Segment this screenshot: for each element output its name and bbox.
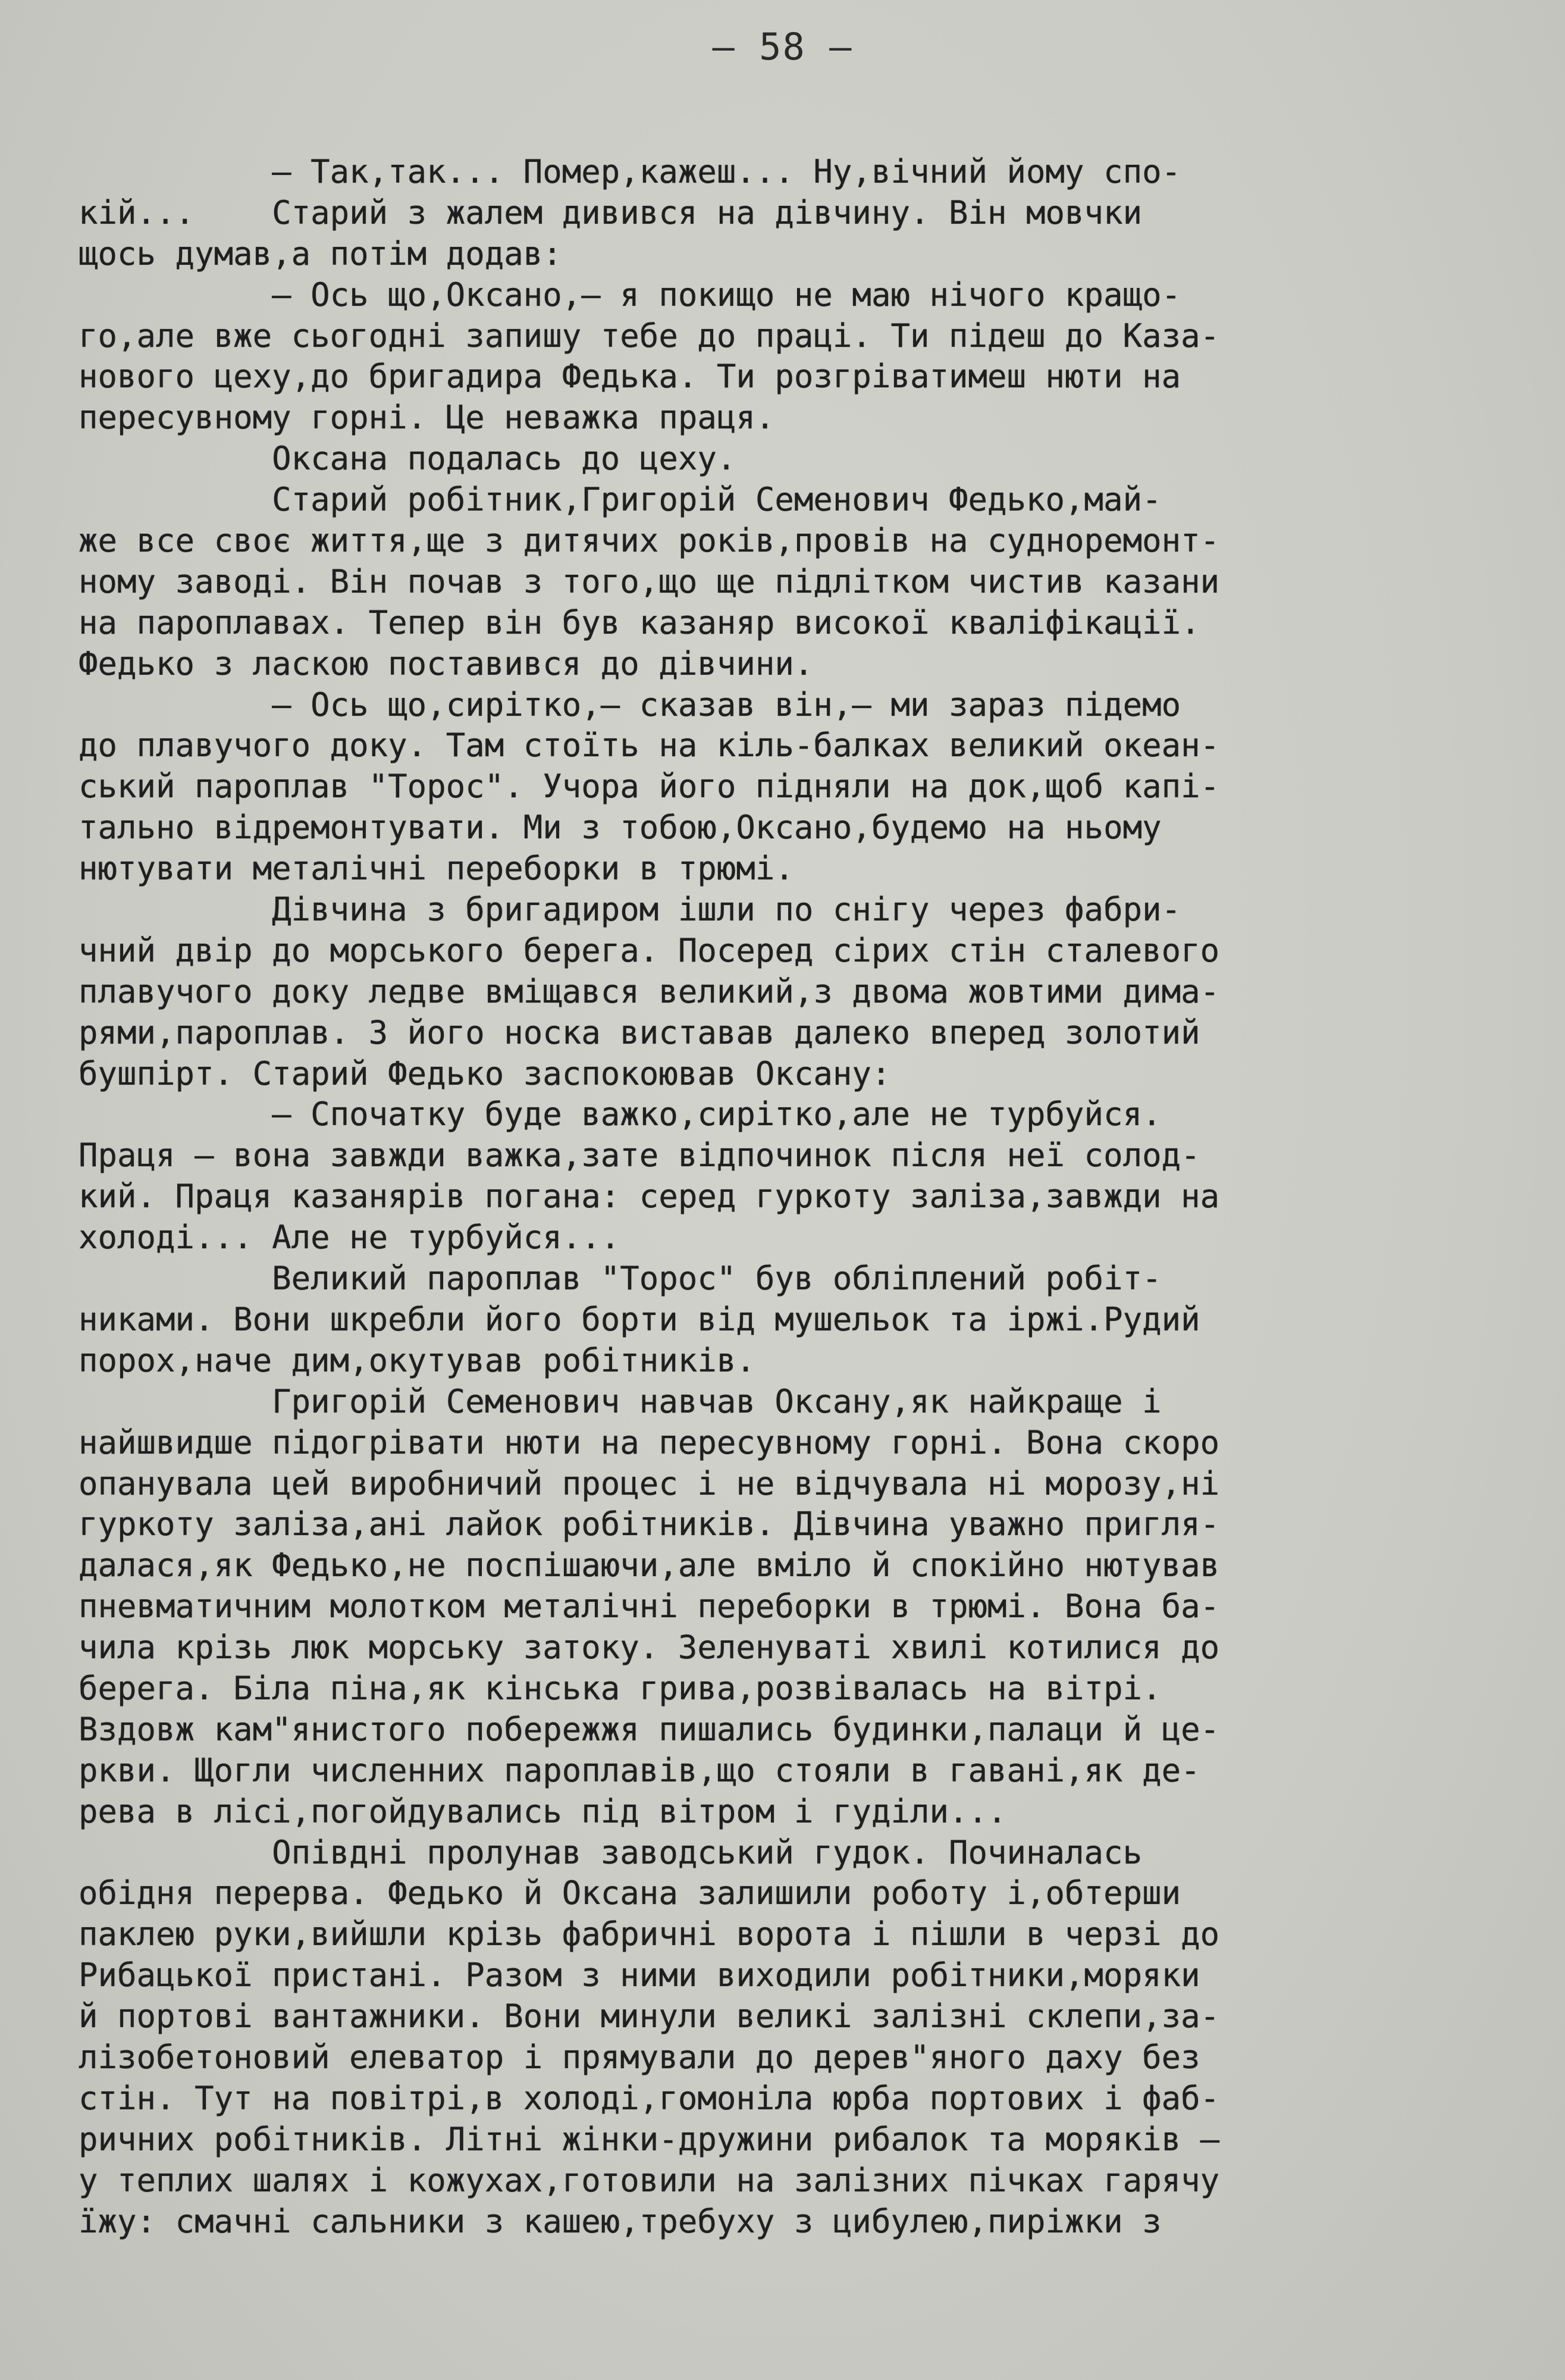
text-line: порох,наче дим,окутував робітників. bbox=[79, 1341, 755, 1379]
text-line: лізобетоновий елеватор і прямували до дерев"яного даху без bbox=[79, 2038, 1200, 2076]
text-line: Дівчина з бригадиром ішли по снігу через фабри- bbox=[79, 891, 1181, 929]
text-line: рями,пароплав. З його носка виставав далеко вперед золотий bbox=[79, 1013, 1200, 1051]
text-line: й портові вантажники. Вони минули великі залізні склепи,за- bbox=[79, 1997, 1220, 2035]
text-line: нютувати металічні переборки в трюмі. bbox=[79, 850, 794, 888]
text-line: паклею руки,вийшли крізь фабричні ворота і пішли в черзі до bbox=[79, 1915, 1220, 1953]
text-line: рева в лісі,погойдувались під вітром і гуділи... bbox=[79, 1792, 1007, 1830]
text-line: плавучого доку ледве вміщався великий,з двома жовтими дима- bbox=[79, 972, 1220, 1010]
text-line: никами. Вони шкребли його борти від мушельок та іржі.Рудий bbox=[79, 1300, 1200, 1338]
text-line: кий. Праця казанярів погана: серед гуркоту заліза,завжди на bbox=[79, 1178, 1220, 1216]
text-line: – Так,так... Помер,кажеш... Ну,вічний йому спо- bbox=[79, 153, 1181, 190]
text-line: чний двір до морського берега. Посеред сірих стін сталевого bbox=[79, 931, 1220, 969]
text-line: гуркоту заліза,ані лайок робітників. Дівчина уважно пригля- bbox=[79, 1505, 1220, 1543]
text-line: холоді... Але не турбуйся... bbox=[79, 1219, 620, 1257]
text-line: – Ось що,Оксано,– я покищо не маю нічого кращо- bbox=[79, 275, 1181, 314]
text-line: – Спочатку буде важко,сирітко,але не турбуйся. bbox=[79, 1095, 1162, 1133]
text-line: їжу: смачні сальники з кашею,требуху з цибулею,пиріжки з bbox=[79, 2202, 1162, 2240]
text-line: Старий робітник,Григорій Семенович Федько,май- bbox=[79, 481, 1162, 519]
text-line: Вздовж кам"янистого побережжя пишались будинки,палаци й це- bbox=[79, 1710, 1220, 1748]
text-line: найшвидше підогрівати нюти на пересувному горні. Вона скоро bbox=[79, 1423, 1220, 1461]
text-line: на пароплавах. Тепер він був казаняр високої кваліфікації. bbox=[79, 603, 1200, 641]
text-line: же все своє життя,ще з дитячих років,провів на судноремонт- bbox=[79, 522, 1220, 560]
body-text bbox=[79, 152, 1506, 2242]
text-line: Рибацької пристані. Разом з ними виходили робітники,моряки bbox=[79, 1956, 1200, 1994]
text-line: Григорій Семенович навчав Оксану,як найкраще і bbox=[79, 1382, 1162, 1420]
text-line: у теплих шалях і кожухах,готовили на залізних пічках гарячу bbox=[79, 2161, 1220, 2199]
text-line: щось думав,а потім додав: bbox=[79, 234, 562, 273]
text-line: ський пароплав "Торос". Учора його підняли на док,щоб капі- bbox=[79, 768, 1220, 806]
text-line: кій... Старий з жалем дивився на дівчину. Він мовчки bbox=[79, 193, 1143, 231]
text-line: Опівдні пролунав заводський гудок. Починалась bbox=[79, 1833, 1143, 1871]
text-line: Праця – вона завжди важка,зате відпочинок після неї солод- bbox=[79, 1136, 1200, 1175]
text-line: ричних робітників. Літні жінки-дружини рибалок та моряків – bbox=[79, 2120, 1220, 2158]
text-line: ркви. Щогли численних пароплавів,що стояли в гавані,як де- bbox=[79, 1751, 1200, 1789]
text-line: Великий пароплав "Торос" був обліплений робіт- bbox=[79, 1260, 1162, 1298]
text-line: пневматичним молотком металічні переборки в трюмі. Вона ба- bbox=[79, 1587, 1220, 1626]
text-line: стін. Тут на повітрі,в холоді,гомоніла юрба портових і фаб- bbox=[79, 2079, 1220, 2117]
text-line: чила крізь люк морську затоку. Зеленуваті хвилі котилися до bbox=[79, 1629, 1220, 1667]
text-line: пересувному горні. Це неважка праця. bbox=[79, 399, 775, 437]
text-line: Федько з ласкою поставився до дівчини. bbox=[79, 644, 814, 682]
text-line: опанувала цей виробничий процес і не відчувала ні морозу,ні bbox=[79, 1464, 1220, 1502]
text-line: тально відремонтувати. Ми з тобою,Оксано,будемо на ньому bbox=[79, 809, 1162, 847]
text-line: обідня перерва. Федько й Оксана залишили роботу і,обтерши bbox=[79, 1874, 1181, 1912]
text-line: Оксана подалась до цеху. bbox=[79, 440, 736, 478]
text-line: ному заводі. Він почав з того,що ще підлітком чистив казани bbox=[79, 562, 1220, 600]
text-line: го,але вже сьогодні запишу тебе до праці. Ти підеш до Каза- bbox=[79, 317, 1220, 355]
text-line: берега. Біла піна,як кінська грива,розвівалась на вітрі. bbox=[79, 1669, 1162, 1707]
text-line: нового цеху,до бригадира Федька. Ти розгріватимеш нюти на bbox=[79, 358, 1181, 396]
text-line: – Ось що,сирітко,– сказав він,– ми зараз підемо bbox=[79, 685, 1181, 724]
text-line: бушпірт. Старий Федько заспокоював Оксану: bbox=[79, 1054, 891, 1092]
page-number: – 58 – bbox=[712, 25, 853, 68]
text-line: далася,як Федько,не поспішаючи,але вміло й спокійно нютував bbox=[79, 1546, 1220, 1584]
text-line: до плавучого доку. Там стоїть на кіль-балках великий океан- bbox=[79, 726, 1220, 765]
